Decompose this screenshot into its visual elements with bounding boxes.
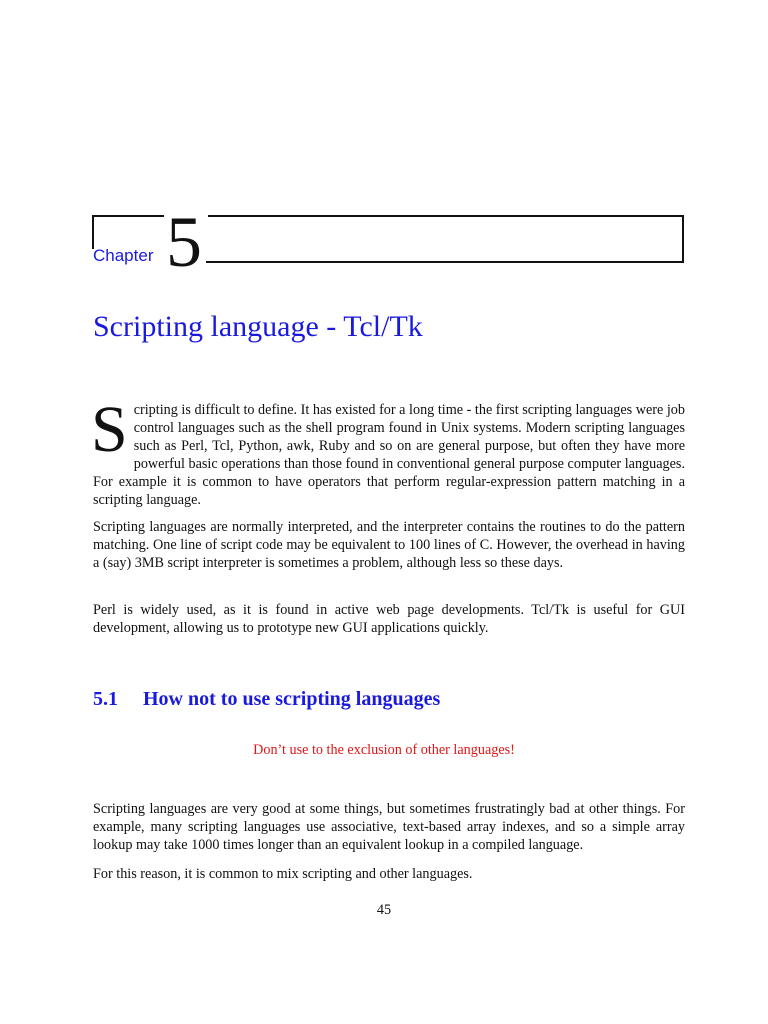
section-paragraph: Scripting languages are very good at some things, but sometimes frustratingly bad at other things. For example, many scripting languages use associative, text-based array indexes, and so a simple array lookup may take 1000 times longer than an equivalent lookup in a compiled language.	[93, 801, 685, 853]
body-paragraph: Scripting languages are normally interpreted, and the interpreter contains the routines to do the pattern matching. One line of script code may be equivalent to 100 lines of C. However, the overhead in having a (say) 3MB script interpreter is sometimes a problem, although less so these days.	[93, 519, 685, 571]
frame-bottom-rule	[206, 261, 684, 263]
section-paragraph: For this reason, it is common to mix scripting and other languages.	[93, 866, 473, 882]
frame-top-left-rule	[92, 215, 164, 217]
frame-right-rule	[682, 215, 684, 263]
section-title: How not to use scripting languages	[143, 688, 441, 710]
page-number: 45	[376, 902, 392, 918]
chapter-title: Scripting language - Tcl/Tk	[93, 310, 423, 343]
body-paragraph: Perl is widely used, as it is found in active web page developments. Tcl/Tk is useful for GUI development, allowing us to prototype new GUI applications quickly.	[93, 602, 685, 636]
section-heading	[93, 687, 440, 711]
intro-text: cripting is difficult to define. It has existed for a long time - the first scripting languages were job control languages such as the shell program found in Unix systems. Modern scripting languages such as Perl, Tcl, Python, awk, Ruby and so on are general purpose, but often they have more powerful basic operations than those found in conventional general purpose computer languages. For example it is common to have operators that perform regular-expression pattern matching in a scripting language.	[93, 402, 685, 508]
section-number: 5.1	[93, 688, 118, 710]
highlight-quote: Don’t use to the exclusion of other languages!	[253, 742, 515, 758]
frame-top-right-rule	[208, 215, 684, 217]
chapter-number: 5	[166, 202, 202, 282]
drop-cap-letter: S	[91, 393, 128, 466]
frame-left-rule	[92, 215, 94, 249]
chapter-label: Chapter	[93, 246, 154, 265]
intro-paragraph	[91, 393, 685, 509]
